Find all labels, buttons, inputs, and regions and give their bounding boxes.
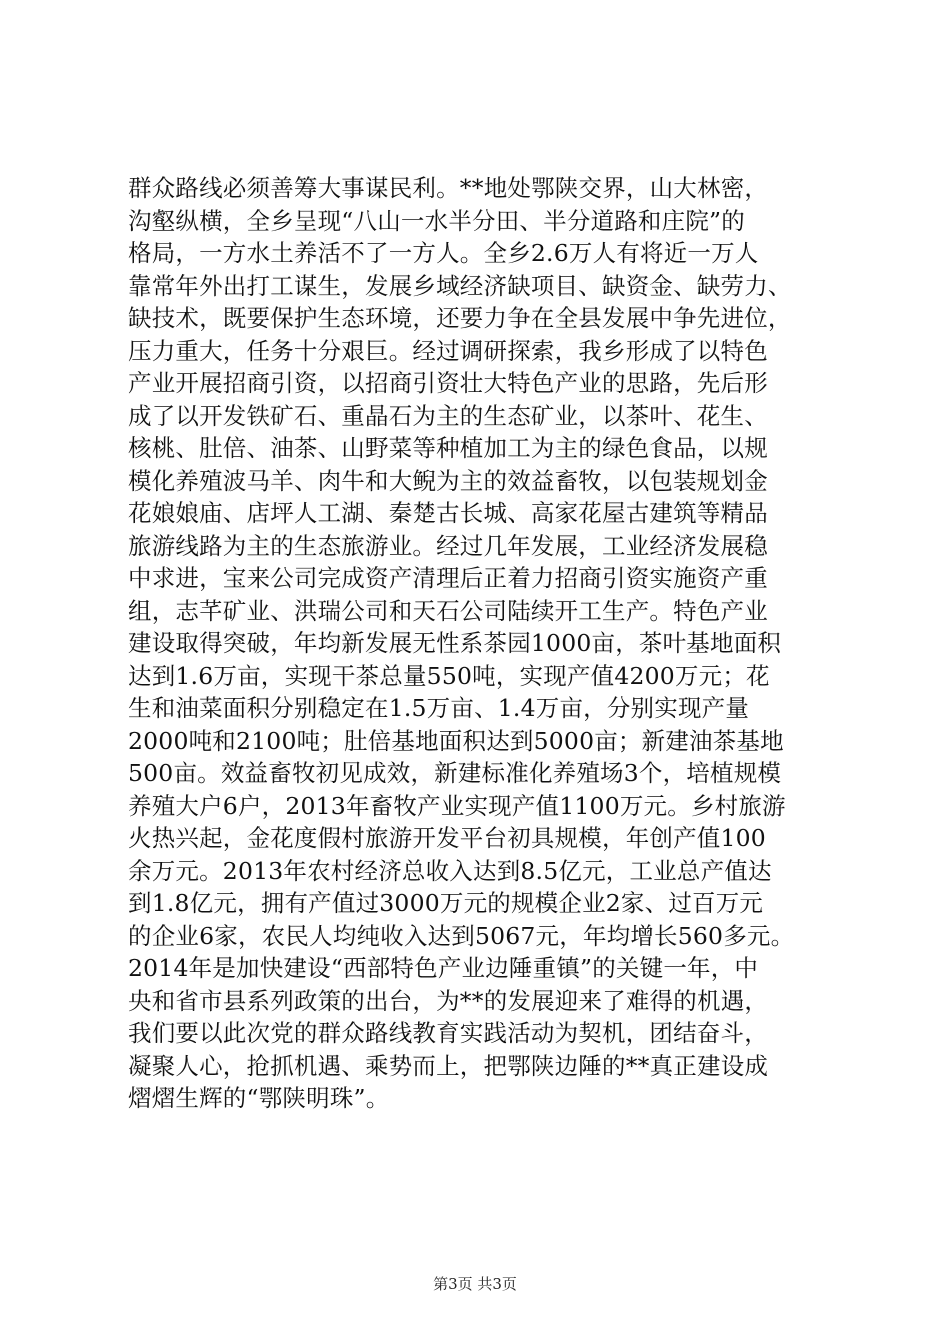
text-line: 熠熠生辉的“鄂陕明珠”。 [128, 1084, 390, 1112]
text-line: 靠常年外出打工谋生，发展乡域经济缺项目、缺资金、缺劳力、 [128, 271, 792, 300]
text-line: 压力重大，任务十分艰巨。经过调研探索，我乡形成了以特色 [128, 336, 768, 365]
text-line: 缺技术，既要保护生态环境，还要力争在全县发展中争先进位， [128, 304, 792, 332]
text-line: 央和省市县系列政策的出台，为**的发展迎来了难得的机遇， [128, 986, 769, 1015]
text-line: 组，志芊矿业、洪瑞公司和天石公司陆续开工生产。特色产业 [128, 596, 768, 625]
text-line: 成了以开发铁矿石、重晶石为主的生态矿业，以茶叶、花生、 [128, 401, 768, 430]
text-line: 建设取得突破，年均新发展无性系茶园1000亩，茶叶基地面积 [128, 629, 782, 657]
text-line: 群众路线必须善筹大事谋民利。**地处鄂陕交界，山大林密， [128, 174, 769, 202]
text-line: 2000吨和2100吨；肚倍基地面积达到5000亩；新建油茶基地 [128, 726, 784, 755]
text-line: 达到1.6万亩，实现干茶总量550吨，实现产值4200万元；花 [128, 661, 770, 690]
text-line: 模化养殖波马羊、肉牛和大鲵为主的效益畜牧，以包装规划金 [128, 466, 768, 495]
text-line: 产业开展招商引资，以招商引资壮大特色产业的思路，先后形 [128, 369, 768, 397]
text-line: 生和油菜面积分别稳定在1.5万亩、1.4万亩，分别实现产量 [128, 694, 750, 722]
text-line: 旅游线路为主的生态旅游业。经过几年发展，工业经济发展稳 [128, 531, 768, 560]
text-line: 养殖大户6户，2013年畜牧产业实现产值1100万元。乡村旅游 [128, 791, 786, 820]
text-line: 格局，一方水土养活不了一方人。全乡2.6万人有将近一万人 [128, 239, 759, 267]
text-line: 花娘娘庙、店坪人工湖、秦楚古长城、高家花屋古建筑等精品 [128, 499, 768, 527]
text-line: 的企业6家，农民人均纯收入达到5067元，年均增长560多元。 [128, 921, 795, 950]
text-line: 我们要以此次党的群众路线教育实践活动为契机，团结奋斗， [128, 1019, 768, 1047]
text-line: 火热兴起，金花度假村旅游开发平台初具规模，年创产值100 [128, 824, 766, 852]
page-footer: 第3页 共3页 [433, 1275, 517, 1293]
text-line: 余万元。2013年农村经济总收入达到8.5亿元，工业总产值达 [128, 856, 772, 885]
text-line: 中求进，宝来公司完成资产清理后正着力招商引资实施资产重 [128, 564, 768, 592]
text-line: 凝聚人心，抢抓机遇、乘势而上，把鄂陕边陲的**真正建设成 [128, 1051, 769, 1080]
text-line: 到1.8亿元，拥有产值过3000万元的规模企业2家、过百万元 [128, 889, 764, 917]
text-line: 核桃、肚倍、油茶、山野菜等种植加工为主的绿色食品，以规 [128, 434, 768, 462]
body-paragraph [128, 172, 840, 1115]
text-line: 沟壑纵横，全乡呈现“八山一水半分田、半分道路和庄院”的 [128, 206, 745, 235]
text-line: 500亩。效益畜牧初见成效，新建标准化养殖场3个，培植规模 [128, 759, 782, 787]
text-line: 2014年是加快建设“西部特色产业边陲重镇”的关键一年，中 [128, 954, 759, 982]
